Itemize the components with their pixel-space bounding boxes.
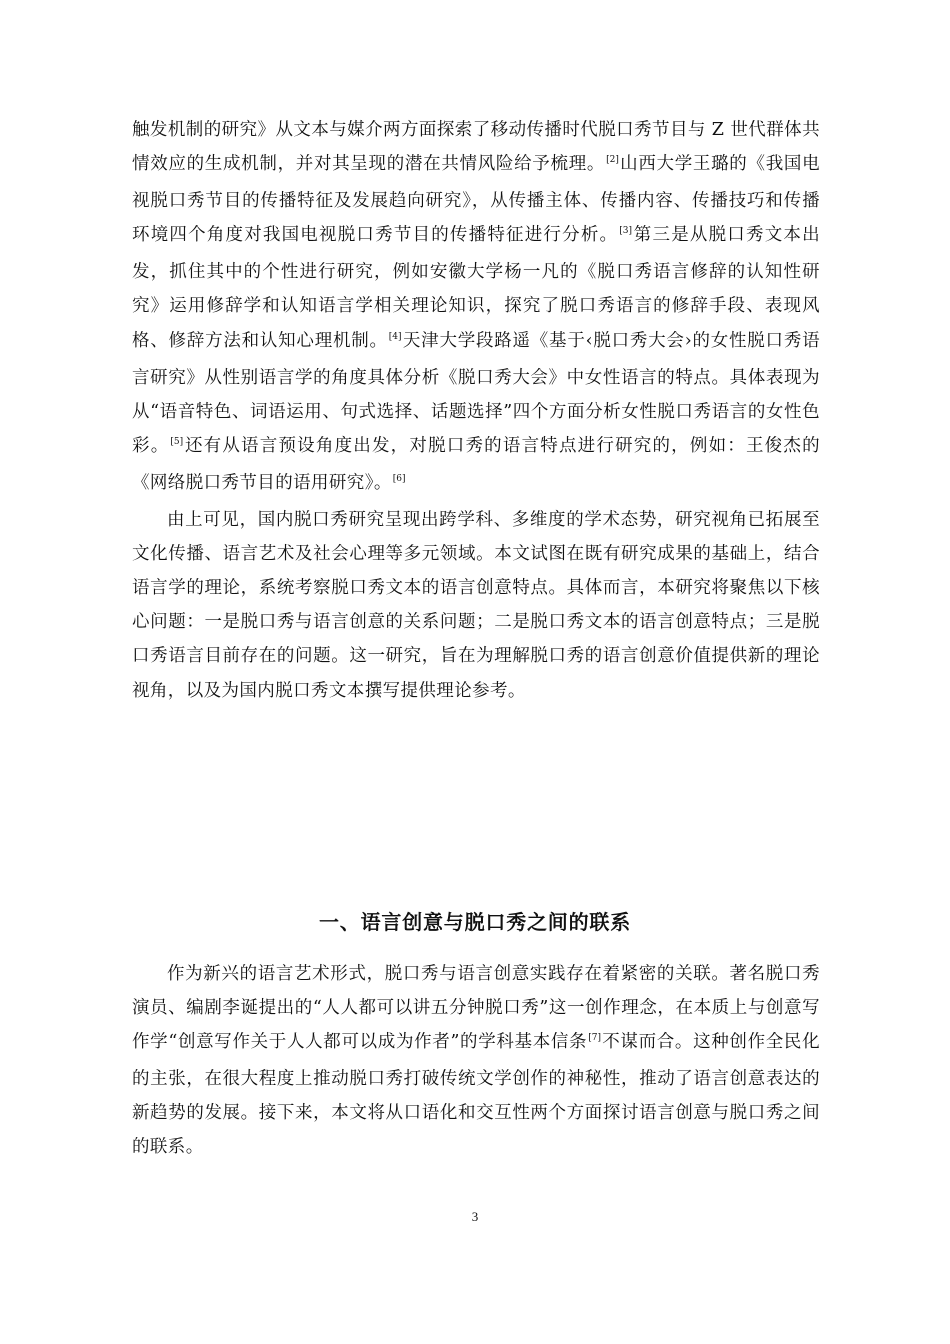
section-heading: 一、语言创意与脱口秀之间的联系	[319, 910, 631, 934]
paragraph-summary: 由上可见，国内脱口秀研究呈现出跨学科、多维度的学术态势，研究视角已拓展至文化传播、语言艺术及社会心理等多元领域。本文试图在既有研究成果的基础上，结合语言学的理论，系统考察脱口秀文本的语言创意特点。具体而言，本研究将聚焦以下核心问题：一是脱口秀与语言创意的关系问题；二是脱口秀文本的语言创意特点；三是脱口秀语言目前存在的问题。这一研究，旨在为理解脱口秀的语言创意价值提供新的理论视角，以及为国内脱口秀文本撰写提供理论参考。	[132, 510, 820, 701]
citation-ref: [3]	[619, 226, 632, 237]
paragraph-text: 天津大学段路遥《基于‹脱口秀大会›的女性脱口秀语言研究》从性别语言学的角度具体分析《脱口秀大会》中女性语言的特点。具体表现为从“语音特色、词语运用、句式选择、话题选择”四个方面分析女性脱口秀语言的女性色彩。	[132, 330, 820, 456]
citation-ref: [2]	[606, 155, 619, 166]
paragraph-text: 作为新兴的语言艺术形式，脱口秀与语言创意实践存在着紧密的关联。著名脱口秀演员、编剧李诞提出的“人人都可以讲五分钟脱口秀”这一创作理念，在本质上与创意写作学“创意写作关于人人都可以成为作者”的学科基本信条	[132, 964, 820, 1053]
page-number: 3	[471, 1209, 479, 1224]
paragraph-text: 还有从语言预设角度出发，对脱口秀的语言特点进行研究的，例如：王俊杰的《网络脱口秀节目的语用研究》。	[132, 435, 820, 493]
paragraph-section	[132, 957, 820, 1165]
citation-ref: [5]	[170, 436, 184, 447]
citation-ref: [7]	[588, 1033, 601, 1044]
paragraph-continued	[132, 113, 820, 503]
citation-ref: [4]	[388, 331, 402, 342]
paragraph-text: 不谋而合。这种创作全民化的主张，在很大程度上推动脱口秀打破传统文学创作的神秘性，推动了语言创意表达的新趋势的发展。接下来，本文将从口语化和交互性两个方面探讨语言创意与脱口秀之间的联系。	[132, 1032, 820, 1158]
body-text-upper	[132, 113, 820, 708]
paragraph-text: 触发机制的研究》从文本与媒介两方面探索了移动传播时代脱口秀节目与 Z 世代群体共情效应的生成机制，并对其呈现的潜在共情风险给予梳理。	[132, 120, 820, 175]
paragraph-text: 第三是从脱口秀文本出发，抓住其中的个性进行研究，例如安徽大学杨一凡的《脱口秀语言修辞的认知性研究》运用修辞学和认知语言学相关理论知识，探究了脱口秀语言的修辞手段、表现风格、修辞方法和认知心理机制。	[132, 225, 820, 351]
body-text-lower	[132, 957, 820, 1165]
citation-ref: [6]	[392, 473, 406, 484]
paragraph-text: 山西大学王璐的《我国电视脱口秀节目的传播特征及发展趋向研究》，从传播主体、传播内容、传播技巧和传播环境四个角度对我国电视脱口秀节目的传播特征进行分析。	[132, 154, 820, 246]
